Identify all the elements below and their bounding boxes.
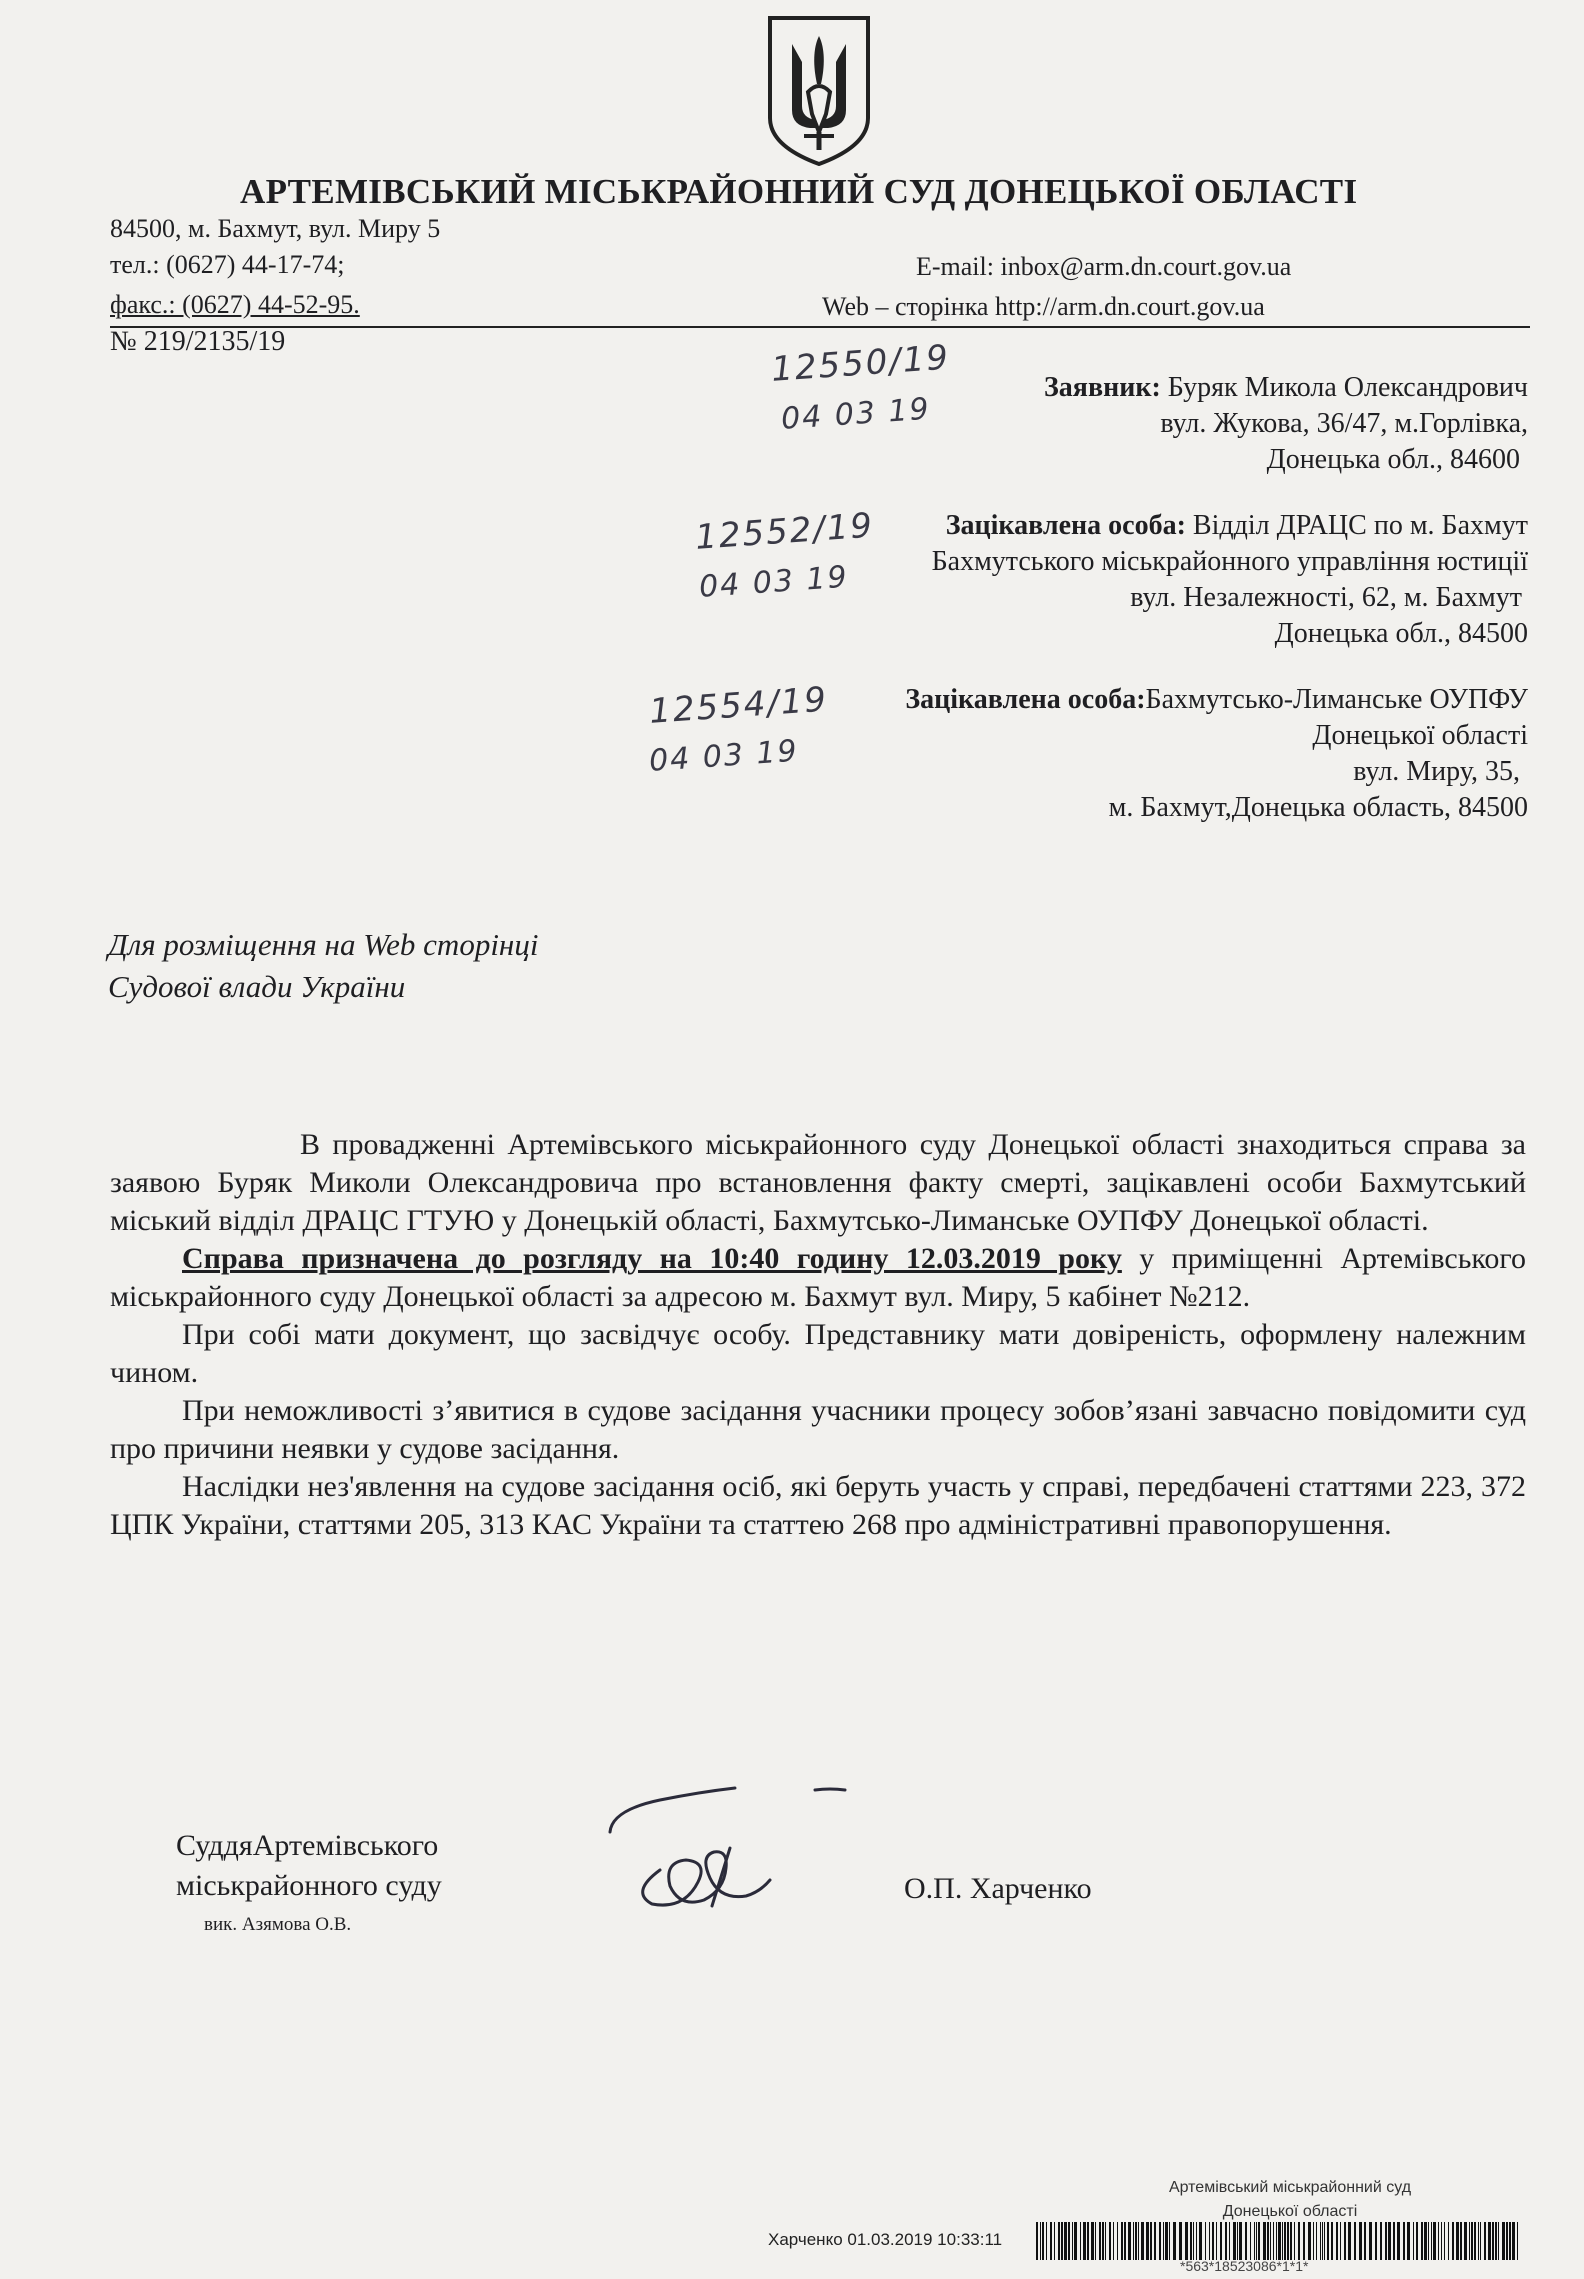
- barcode-bar: [1385, 2222, 1387, 2260]
- barcode-bar: [1239, 2222, 1242, 2260]
- barcode-bar: [1375, 2222, 1377, 2260]
- barcode-bar: [1102, 2222, 1104, 2260]
- barcode-bar: [1087, 2222, 1089, 2260]
- barcode-bar: [1220, 2222, 1222, 2260]
- barcode-bar: [1448, 2222, 1449, 2260]
- barcode-bar: [1193, 2222, 1194, 2260]
- barcode-bar: [1258, 2222, 1260, 2260]
- barcode-bar: [1512, 2222, 1515, 2260]
- barcode-bar: [1046, 2222, 1047, 2260]
- barcode-bar: [1403, 2222, 1405, 2260]
- barcode-bar: [1250, 2222, 1251, 2260]
- barcode-bar: [1154, 2222, 1156, 2260]
- barcode-bar: [1212, 2222, 1214, 2260]
- barcode-bar: [1393, 2222, 1395, 2260]
- barcode-bar: [1407, 2222, 1410, 2260]
- barcode-bar: [1058, 2222, 1060, 2260]
- barcode-bar: [1369, 2222, 1372, 2260]
- barcode-bar: [1444, 2222, 1445, 2260]
- barcode-bar: [1141, 2222, 1144, 2260]
- barcode-bar: [1324, 2222, 1325, 2260]
- barcode-bar: [1196, 2222, 1197, 2260]
- barcode-bar: [1256, 2222, 1257, 2260]
- body-paragraph: При неможливості з’явитися в судове засідання учасники процесу зобов’язані завчасно повідомити суд про причини неявки у судове засідання.: [110, 1394, 1526, 1465]
- barcode-bar: [1416, 2222, 1418, 2260]
- body-paragraph-hearing: [110, 1240, 1526, 1316]
- barcode-bar: [1124, 2222, 1126, 2260]
- barcode-bar: [1506, 2222, 1508, 2260]
- barcode-bar: [1050, 2222, 1052, 2260]
- barcode-bar: [1413, 2222, 1414, 2260]
- barcode-bar: [1135, 2222, 1137, 2260]
- barcode-bar: [1190, 2222, 1192, 2260]
- barcode-bar: [1340, 2222, 1341, 2260]
- barcode-bar: [1294, 2222, 1295, 2260]
- barcode-bar: [1354, 2222, 1356, 2260]
- barcode-bar: [1464, 2222, 1467, 2260]
- barcode-bar: [1303, 2222, 1305, 2260]
- barcode-bar: [1273, 2222, 1274, 2260]
- barcode-bar: [1480, 2222, 1481, 2260]
- barcode-bar: [1278, 2222, 1281, 2260]
- executor-name: вик. Азямова О.В.: [204, 1914, 352, 1935]
- barcode-bar: [1109, 2222, 1111, 2260]
- barcode-bar: [1199, 2222, 1202, 2260]
- barcode-bar: [1424, 2222, 1427, 2260]
- barcode-bar: [1179, 2222, 1182, 2260]
- recipient-applicant: [1044, 370, 1528, 478]
- court-stamp-line: Донецької області: [1222, 2203, 1358, 2220]
- barcode-bar: [1173, 2222, 1176, 2260]
- barcode-bar: [1441, 2222, 1442, 2260]
- barcode-bar: [1322, 2222, 1323, 2260]
- barcode-bar: [1105, 2222, 1106, 2260]
- barcode-bar: [1320, 2222, 1321, 2260]
- barcode-bar: [1113, 2222, 1114, 2260]
- publication-note-line: Для розміщення на Web сторінці: [108, 927, 539, 962]
- barcode-bar: [1380, 2222, 1382, 2260]
- judge-name: О.П. Харченко: [904, 1872, 1092, 1905]
- barcode-bar: [1169, 2222, 1170, 2260]
- barcode-bar: [1348, 2222, 1351, 2260]
- barcode-bar: [1080, 2222, 1081, 2260]
- barcode-bar: [1388, 2222, 1391, 2260]
- coat-of-arms-icon: [764, 14, 874, 166]
- barcode-bar: [1036, 2222, 1038, 2260]
- recipient-line: вул. Жукова, 36/47, м.Горлівка,: [1160, 408, 1528, 439]
- judge-position-line: міськрайонного суду: [176, 1869, 442, 1902]
- barcode-bar: [1163, 2222, 1164, 2260]
- barcode-bar: [1517, 2222, 1518, 2260]
- barcode-bar: [1431, 2222, 1432, 2260]
- barcode-bar: [1263, 2222, 1266, 2260]
- barcode-bar: [1284, 2222, 1286, 2260]
- barcode-bar: [1054, 2222, 1055, 2260]
- barcode-bar: [1165, 2222, 1168, 2260]
- recipient-label: Заявник:: [1044, 372, 1161, 403]
- barcode-bar: [1344, 2222, 1346, 2260]
- recipient-name: Бахмутсько-Лиманське ОУПФУ: [1145, 684, 1528, 715]
- barcode-bar: [1502, 2222, 1505, 2260]
- barcode-bar: [1359, 2222, 1362, 2260]
- barcode-bar: [1254, 2222, 1255, 2260]
- barcode-bar: [1397, 2222, 1400, 2260]
- barcode-bar: [1205, 2222, 1206, 2260]
- barcode-bar: [1040, 2222, 1041, 2260]
- header-divider: [110, 326, 1530, 328]
- handwritten-date: 04 03 19: [698, 559, 850, 605]
- recipient-line: Донецької області: [1312, 720, 1528, 751]
- barcode-bar: [1146, 2222, 1149, 2260]
- barcode-bar: [1233, 2222, 1236, 2260]
- barcode-bar: [1364, 2222, 1366, 2260]
- barcode-bar: [1091, 2222, 1094, 2260]
- barcode-bar: [1276, 2222, 1277, 2260]
- barcode-bar: [1428, 2222, 1429, 2260]
- barcode-bar: [1484, 2222, 1486, 2260]
- barcode-bar: [1237, 2222, 1238, 2260]
- barcode-bar: [1159, 2222, 1161, 2260]
- barcode-bar: [1121, 2222, 1123, 2260]
- court-address: 84500, м. Бахмут, вул. Миру 5: [110, 214, 441, 243]
- barcode-bar: [1282, 2222, 1283, 2260]
- judge-position-line: СуддяАртемівського: [176, 1829, 439, 1862]
- recipient-interested-party-drats: [932, 508, 1528, 652]
- recipient-line: вул. Незалежності, 62, м. Бахмут: [1130, 582, 1522, 613]
- notice-body: [110, 1126, 1526, 1544]
- barcode-bar: [1072, 2222, 1073, 2260]
- barcode-bar: [1287, 2222, 1289, 2260]
- barcode-bar: [1474, 2222, 1476, 2260]
- hearing-location: у приміщенні Артемівського міськрайонного суду Донецької області за адресою м. Бахмут вул. Миру, 5 кабінет №212.: [110, 1242, 1526, 1313]
- recipient-label: Зацікавлена особа:: [905, 684, 1146, 715]
- barcode-bar: [1313, 2222, 1314, 2260]
- barcode-bar: [1433, 2222, 1436, 2260]
- hearing-date-highlight: Справа призначена до розгляду на 10:40 годину 12.03.2019 року: [182, 1242, 1122, 1275]
- barcode-bar: [1068, 2222, 1070, 2260]
- barcode-bar: [1327, 2222, 1329, 2260]
- barcode-bar: [1216, 2222, 1217, 2260]
- barcode-bar: [1492, 2222, 1494, 2260]
- recipient-interested-party-pension-fund: [905, 682, 1528, 826]
- barcode-bar: [1495, 2222, 1497, 2260]
- barcode-bar: [1138, 2222, 1139, 2260]
- barcode-bar: [1209, 2222, 1210, 2260]
- barcode: [1034, 2222, 1520, 2260]
- barcode-bar: [1267, 2222, 1269, 2260]
- barcode-bar: [1452, 2222, 1454, 2260]
- handwritten-date: 04 03 19: [648, 733, 800, 779]
- barcode-bar: [1298, 2222, 1300, 2260]
- court-phone: тел.: (0627) 44-17-74;: [110, 250, 345, 279]
- court-email: E-mail: inbox@arm.dn.court.gov.ua: [916, 252, 1292, 281]
- recipient-line: м. Бахмут,Донецька область, 84500: [1108, 792, 1528, 823]
- barcode-bar: [1229, 2222, 1230, 2260]
- body-paragraph: При собі мати документ, що засвідчує особу. Представнику мати довіреність, оформлену належним чином.: [110, 1318, 1526, 1389]
- barcode-bar: [1331, 2222, 1333, 2260]
- recipient-line: Донецька обл., 84500: [1274, 618, 1528, 649]
- court-fax: факс.: (0627) 44-52-95.: [110, 290, 360, 319]
- barcode-bar: [1509, 2222, 1511, 2260]
- barcode-bar: [1471, 2222, 1473, 2260]
- barcode-bar: [1270, 2222, 1271, 2260]
- barcode-bar: [1308, 2222, 1311, 2260]
- recipient-line: Донецька обл., 84600: [1266, 444, 1520, 475]
- barcode-bar: [1042, 2222, 1044, 2260]
- barcode-bar: [1460, 2222, 1462, 2260]
- body-paragraph: Наслідки нез'явлення на судове засідання осіб, які беруть участь у справі, передбачені статтями 223, 372 ЦПК України, статтями 205, 313 КАС України та статтею 268 про адміністративні правопорушення.: [110, 1470, 1526, 1541]
- barcode-bar: [1099, 2222, 1101, 2260]
- court-website: Web – сторінка http://arm.dn.court.gov.ua: [822, 292, 1265, 321]
- court-stamp-line: Артемівський міськрайонний суд: [1168, 2179, 1412, 2196]
- registration-number: № 219/2135/19: [110, 326, 286, 357]
- barcode-bar: [1336, 2222, 1338, 2260]
- barcode-bar: [1095, 2222, 1096, 2260]
- handwritten-signature: [600, 1770, 850, 1920]
- recipient-label: Зацікавлена особа:: [945, 510, 1186, 541]
- barcode-bar: [1438, 2222, 1439, 2260]
- barcode-bar: [1225, 2222, 1227, 2260]
- recipient-name: Відділ ДРАЦС по м. Бахмут: [1192, 510, 1528, 541]
- barcode-bar: [1478, 2222, 1479, 2260]
- barcode-bar: [1128, 2222, 1131, 2260]
- barcode-bar: [1488, 2222, 1491, 2260]
- barcode-number: *563*18523086*1*1*: [1180, 2258, 1309, 2274]
- recipient-line: вул. Миру, 35,: [1353, 756, 1520, 787]
- barcode-bar: [1245, 2222, 1247, 2260]
- barcode-bar: [1185, 2222, 1188, 2260]
- recipient-name: Буряк Микола Олександрович: [1167, 372, 1528, 403]
- court-name: АРТЕМІВСЬКИЙ МІСЬКРАЙОННИЙ СУД ДОНЕЦЬКОЇ ОБЛАСТІ: [240, 172, 1358, 211]
- barcode-bar: [1150, 2222, 1152, 2260]
- handwritten-registration: 12554/19: [648, 679, 830, 732]
- barcode-bar: [1469, 2222, 1470, 2260]
- barcode-caption: Харченко 01.03.2019 10:33:11: [768, 2230, 1003, 2249]
- barcode-bar: [1117, 2222, 1118, 2260]
- barcode-bar: [1290, 2222, 1292, 2260]
- publication-note: [108, 924, 538, 1008]
- barcode-bar: [1498, 2222, 1499, 2260]
- barcode-bar: [1061, 2222, 1063, 2260]
- publication-note-line: Судової влади України: [108, 969, 406, 1004]
- barcode-bar: [1133, 2222, 1134, 2260]
- barcode-bar: [1456, 2222, 1459, 2260]
- barcode-bar: [1074, 2222, 1077, 2260]
- handwritten-registration: 12550/19: [770, 337, 952, 390]
- handwritten-registration: 12552/19: [694, 505, 876, 558]
- barcode-bar: [1083, 2222, 1086, 2260]
- barcode-bar: [1064, 2222, 1067, 2260]
- handwritten-date: 04 03 19: [780, 391, 932, 437]
- barcode-bar: [1316, 2222, 1317, 2260]
- court-stamp: [1140, 2176, 1440, 2224]
- recipient-line: Бахмутського міськрайонного управління юстиції: [931, 546, 1528, 577]
- judge-position: [176, 1826, 442, 1906]
- body-paragraph: В провадженні Артемівського міськрайонного суду Донецької області знаходиться справа за заявою Буряк Миколи Олександровича про встановлення факту смерті, зацікавлені особи Бахмутський міський відділ ДРАЦС ГТУЮ у Донецькій області, Бахмутсько-Лиманське ОУПФУ Донецької області.: [110, 1128, 1526, 1237]
- barcode-bar: [1421, 2222, 1423, 2260]
